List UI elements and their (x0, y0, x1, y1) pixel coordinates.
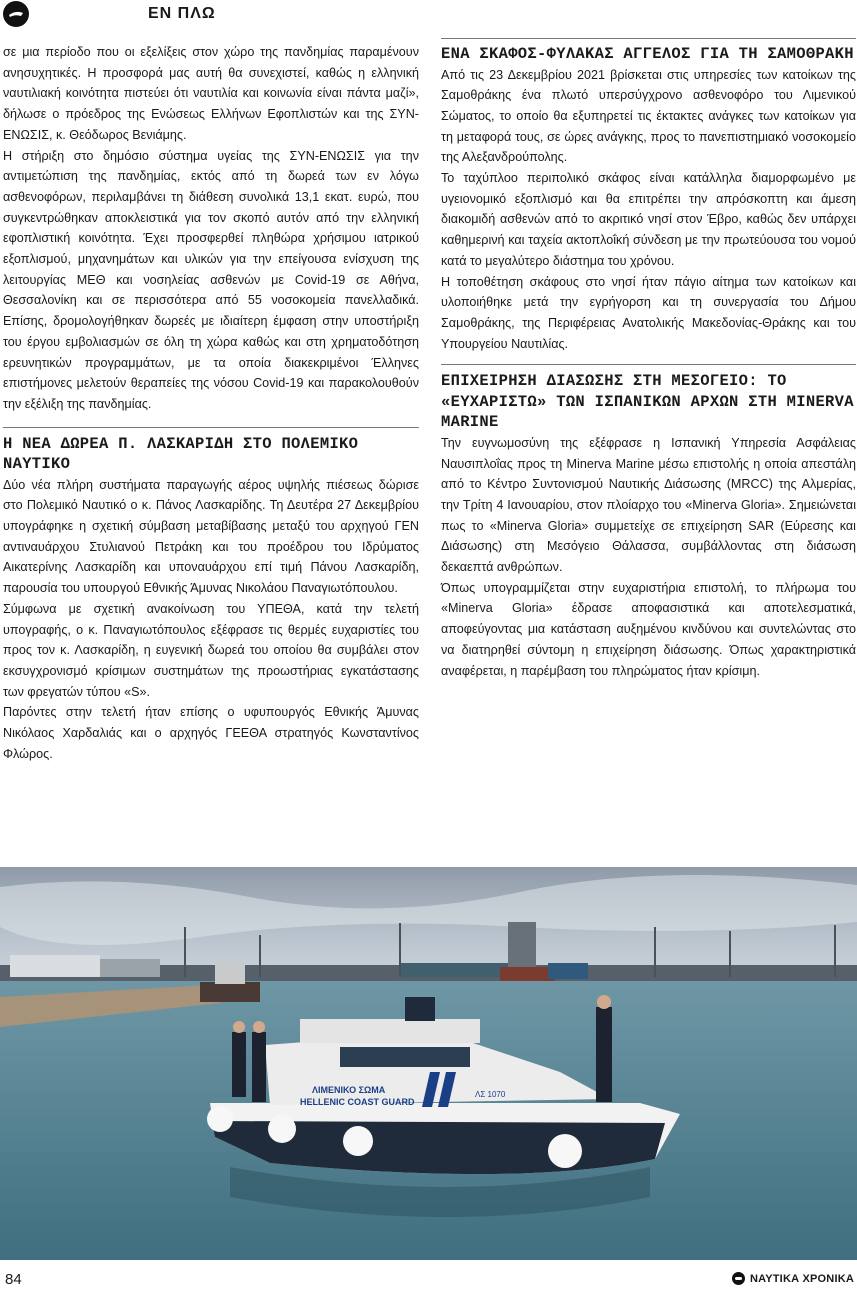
section-divider (441, 38, 856, 39)
publication-name: ΝΑΥΤΙΚΑ ΧΡΟΝΙΚΑ (749, 1272, 854, 1285)
article-paragraph: Δύο νέα πλήρη συστήματα παραγωγής αέρος υψηλής πιέσεως δώρισε στο Πολεμικό Ναυτικό ο κ. Πάνος Λασκαρίδης. Τη Δευτέρα 27 Δεκεμβρίου υπογράφηκε η σχετική σύμβαση μεταβίβασης μεταξύ του αρχηγού ΓΕΝ αντιναυάρχου Στυλιανού Πετράκη και του προέδρου του Ιδρύματος Αικατερίνης Λασκαρίδη και υποναυάρχου επί τιμή Πάνου Λασκαρίδη, παρουσία του υπουργού Εθνικής Άμυνας Νικολάου Παναγιωτόπουλου. (3, 477, 419, 596)
article-heading-samothraki: ΕΝΑ ΣΚΑΦΟΣ-ΦΥΛΑΚΑΣ ΑΓΓΕΛΟΣ ΓΙΑ ΤΗ ΣΑΜΟΘΡΑΚΗ (441, 45, 854, 63)
left-column (3, 42, 419, 765)
page-footer (0, 1268, 857, 1291)
page-header (0, 0, 857, 30)
article-paragraph: Παρόντες στην τελετή ήταν επίσης ο υφυπουργός Εθνικής Άμυνας Νικόλαος Χαρδαλιάς και ο αρχηγός ΓΕΕΘΑ στρατηγός Κωνσταντίνος Φλώρος. (3, 705, 419, 761)
harbor-buildings (10, 955, 100, 977)
publication-brand (732, 1272, 854, 1285)
boat-illustration (0, 867, 857, 1260)
intro-paragraph: σε μια περίοδο που οι εξελίξεις στον χώρο της πανδημίας παραμένουν ανησυχητικές. Η προσφορά μας αυτή θα συνεχιστεί, καθώς η ελληνική ναυτιλιακή κοινότητα πιστεύει ότι ναυτιλία και κοινωνία είναι πάντα μαζί», δήλωσε ο πρόεδρος της Ενώσεως Ελλήνων Εφοπλιστών και της ΣΥΝ-ΕΝΩΣΙΣ, κ. Θεόδωρος Βενιάμης. (3, 45, 419, 142)
article-paragraph: Από τις 23 Δεκεμβρίου 2021 βρίσκεται στις υπηρεσίες των κατοίκων της Σαμοθράκης ένα πλωτό υπερσύγχρονο ασθενοφόρο του Λιμενικού Σώματος, το οποίο θα εξυπηρετεί τις έκτακτες ανάγκες των κατοίκων για τη μεταφορά τους, σε ώρες ανάγκης, προς το πανεπιστημιακό νοσοκομείο της Αλεξανδρούπολης. (441, 67, 856, 165)
right-column (441, 38, 856, 681)
page-number: 84 (5, 1271, 22, 1288)
article-paragraph: Το ταχύπλοο περιπολικό σκάφος είναι κατάλληλα διαμορφωμένο με υγειονομικό εξοπλισμό και θα επιτρέπει την απρόσκοπτη και άμεση διακομιδή ασθενών από το ακριτικό νησί στον Έβρο, καθώς δεν υπάρχει καθημερινή και ταχεία ακτοπλοΐκή σύνδεση με την πρωτεύουσα του νομού κατά το μεγαλύτερο διάστημα του χρόνου. (441, 171, 856, 268)
tug-boat (200, 982, 260, 1002)
boat-windows (340, 1047, 470, 1067)
support-paragraph: Η στήριξη στο δημόσιο σύστημα υγείας της ΣΥΝ-ΕΝΩΣΙΣ για την αντιμετώπιση της πανδημίας, εκτός από τη δωρεά των εν λόγω ασθενοφόρων, περιλαμβάνει τη διάθεση συνολικά 13,1 εκατ. ευρώ, που συγκεντρώθηκαν αποκλειστικά για τον σκοπό αυτόν από την ελληνική εφοπλιστική κοινότητα. Έχει προσφερθεί πληθώρα χρήσιμου ιατρικού εξοπλισμού, μηχανημάτων και υλικών για την επείγουσα ενίσχυση της λειτουργίας ΜΕΘ και νοσηλείας ασθενών με Covid-19 σε Αθήνα, Θεσσαλονίκη και σε περισσότερα από 55 νοσοκομεία πανελλαδικά. Επίσης, δρομολογήθηκαν δωρεές με ιδιαίτερη έμφαση στην υποστήριξη του έργου εμβολιασμών σε όλη τη χώρα καθώς και στη χρηματοδότηση ερευνητικών προγραμμάτων, με τα οποία διακεκριμένοι Έλληνες επιστήμονες μελετούν θεραπείες της νόσου Covid-19 και παρακολουθούν την εξέλιξη της πανδημίας. (3, 148, 419, 411)
article-heading-minerva: ΕΠΙΧΕΙΡΗΣΗ ΔΙΑΣΩΣΗΣ ΣΤΗ ΜΕΣΟΓΕΙΟ: ΤΟ «ΕΥΧΑΡΙΣΤΩ» ΤΩΝ ΙΣΠΑΝΙΚΩΝ ΑΡΧΩΝ ΣΤΗ MINERVA MARINE (441, 372, 854, 432)
hull-text-line1: ΛΙΜΕΝΙΚΟ ΣΩΜΑ (312, 1085, 386, 1095)
section-divider (441, 364, 856, 365)
section-title: ΕΝ ΠΛΩ (148, 5, 216, 22)
magazine-logo-icon (3, 1, 29, 27)
article-paragraph: Η τοποθέτηση σκάφους στο νησί ήταν πάγιο αίτημα των κατοίκων και υλοποιήθηκε μετά την εγρήγορση και τη συνεργασία του Δήμου Σαμοθράκης, της Περιφέρειας Ανατολικής Μακεδονίας-Θράκης και του Υπουργείου Ναυτιλίας. (441, 274, 856, 351)
coast-guard-boat-photo (0, 867, 857, 1260)
hull-text-line2: HELLENIC COAST GUARD (300, 1097, 415, 1107)
distant-ship (500, 967, 555, 981)
section-divider (3, 427, 419, 428)
article-heading-laskaridis: Η ΝΕΑ ΔΩΡΕΑ Π. ΛΑΣΚΑΡΙΔΗ ΣΤΟ ΠΟΛΕΜΙΚΟ ΝΑΥΤΙΚΟ (3, 434, 359, 474)
article-paragraph: Την ευγνωμοσύνη της εξέφρασε η Ισπανική Υπηρεσία Ασφάλειας Ναυσιπλοΐας προς τη Minerva Marine μέσω επιστολής η οποία απεστάλη από το Κέντρο Συντονισμού Ναυτικής Διάσωσης (MRCC) της Αλμερίας, την Τρίτη 4 Ιανουαρίου, στον πλοίαρχο του «Minerva Gloria». Σημειώνεται πως το «Minerva Gloria» συμμετείχε σε επιχείρηση SAR (Εύρεσης και Διάσωσης) στη Μεσόγειο Θάλασσα, συμβάλλοντας στη διάσωση δεκαεπτά ανθρώπων. (441, 435, 856, 575)
publication-logo-icon (732, 1272, 745, 1285)
hull-number: ΛΣ 1070 (475, 1090, 506, 1099)
article-paragraph: Σύμφωνα με σχετική ανακοίνωση του ΥΠΕΘΑ, κατά την τελετή υπογραφής, ο κ. Παναγιωτόπουλος εξέφρασε τις θερμές ευχαριστίες του προς τον κ. Λασκαρίδη, η ευγενική δωρεά του οποίου θα συμβάλει στον εκσυγχρονισμό κρίσιμων συστημάτων της προωστήριας εγκατάστασης των φρεγατών τύπου «S». (3, 601, 419, 699)
boat-mast (405, 997, 435, 1021)
article-paragraph: Όπως υπογραμμίζεται στην ευχαριστήρια επιστολή, το πλήρωμα του «Minerva Gloria» έδρασε αποφασιστικά και αποτελεσματικά, αποφεύγοντας μια κατάσταση αυξημένου κινδύνου και συντελώντας στο να διατηρηθεί σύντομη η επιχείρηση διάσωσης. Όπως χαρακτηριστικά αναφέρεται, η παρέμβαση του πληρώματος ήταν κρίσιμη. (441, 580, 856, 678)
